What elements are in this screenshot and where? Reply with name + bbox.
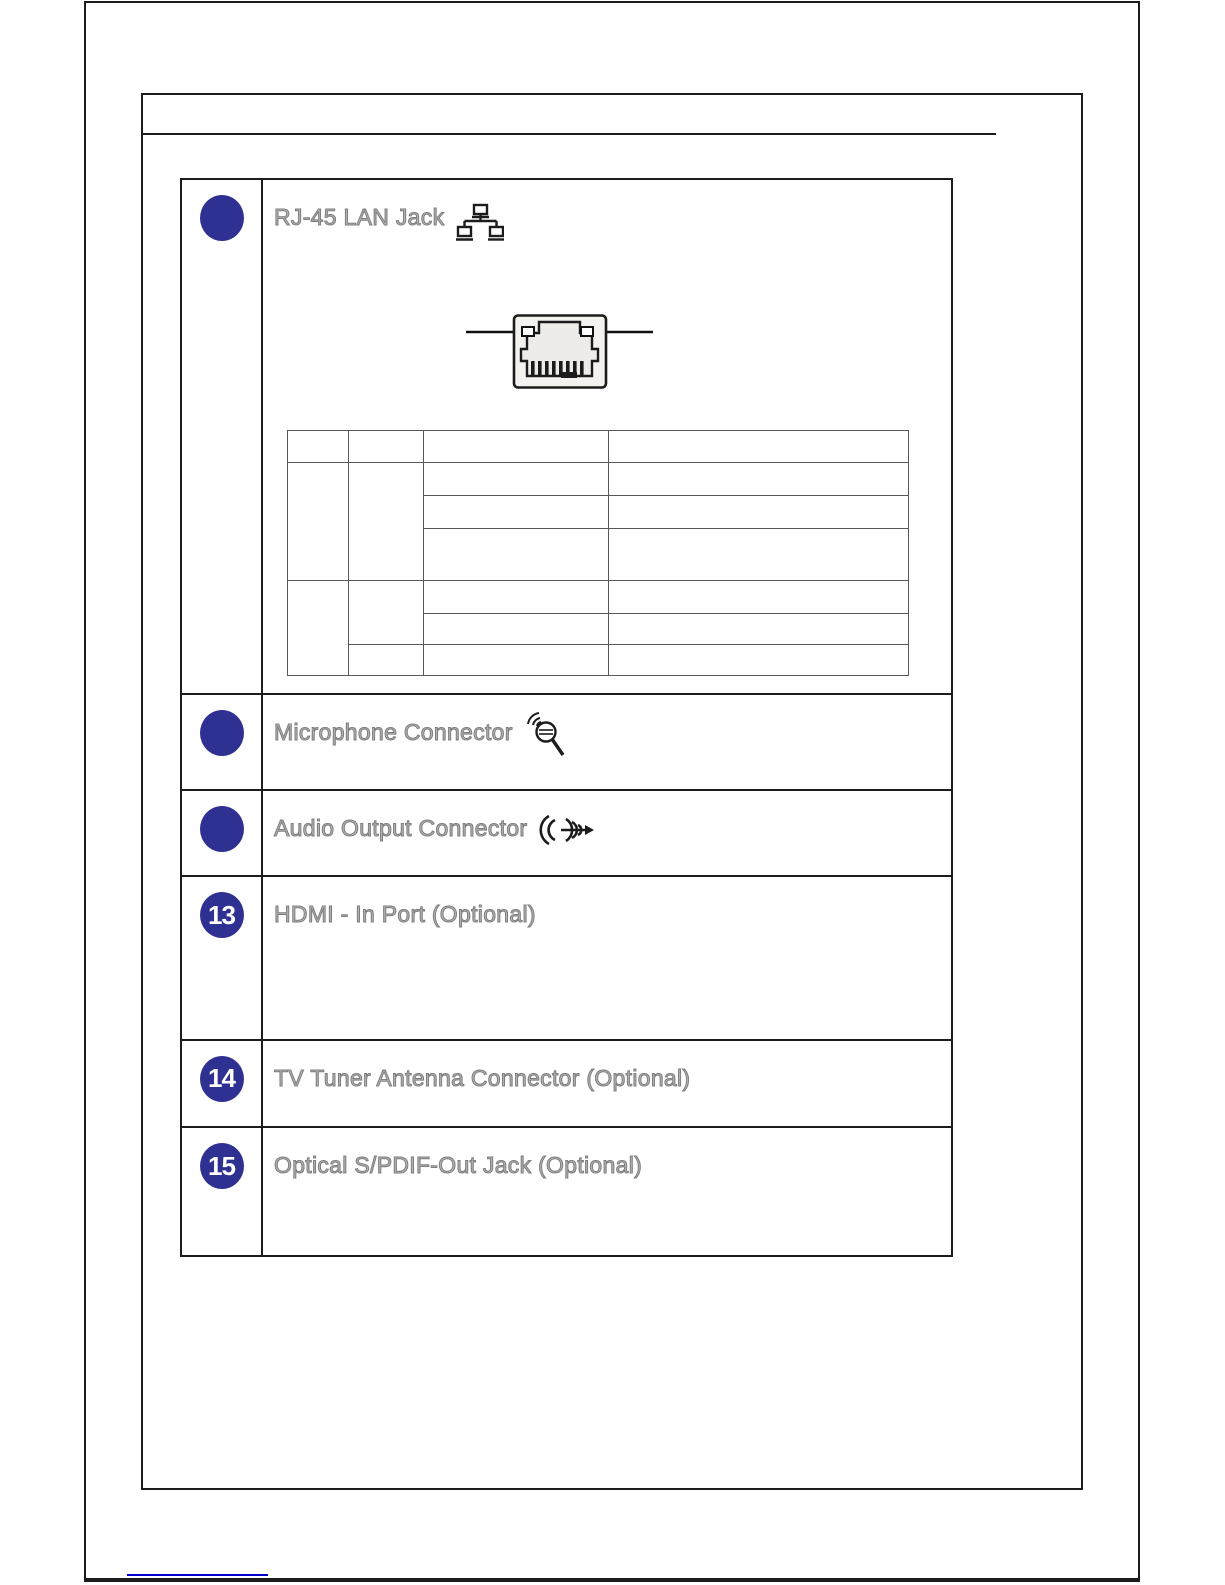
- led-table-cell: [609, 645, 909, 676]
- title-cell: [263, 791, 951, 876]
- title-cell: [263, 695, 951, 789]
- port-number-badge: [200, 710, 244, 756]
- rj45-jack-diagram: [466, 314, 653, 390]
- table-row: [182, 1039, 951, 1127]
- led-table-cell: [609, 496, 909, 529]
- port-title: RJ-45 LAN Jack: [274, 204, 445, 230]
- port-number-badge: [200, 806, 244, 852]
- table-row: [182, 693, 951, 789]
- led-table-cell: [424, 581, 609, 614]
- led-table-row: [288, 581, 909, 614]
- port-number-badge: [200, 195, 244, 241]
- led-table-cell: [288, 463, 349, 581]
- left-led: [522, 327, 534, 336]
- badge-cell: [182, 1128, 263, 1255]
- port-title: Microphone Connector: [274, 719, 513, 746]
- led-table-cell: [349, 463, 424, 581]
- led-table-cell: [609, 614, 909, 645]
- badge-cell: [182, 1041, 263, 1127]
- badge-cell: [182, 877, 263, 1038]
- port-number-badge: 13: [200, 892, 244, 938]
- led-table-cell: [609, 463, 909, 496]
- port-number-badge: 14: [200, 1056, 244, 1102]
- table-row: [182, 180, 951, 693]
- title-cell: [263, 1128, 951, 1255]
- led-table-cell: [424, 496, 609, 529]
- audio-output-icon: [539, 812, 595, 853]
- port-title: TV Tuner Antenna Connector (Optional): [274, 1064, 691, 1091]
- led-table-cell: [288, 431, 349, 463]
- led-table-row: [288, 463, 909, 496]
- led-status-table: [287, 430, 909, 676]
- port-title: Optical S/PDIF-Out Jack (Optional): [274, 1152, 643, 1179]
- port-number-badge: 15: [200, 1143, 244, 1189]
- led-table-cell: [424, 614, 609, 645]
- port-title: Audio Output Connector: [274, 814, 528, 841]
- led-table-cell: [349, 581, 424, 645]
- led-table-cell: [609, 529, 909, 581]
- badge-cell: [182, 695, 263, 789]
- table-row: [182, 1126, 951, 1255]
- led-table-cell: [424, 645, 609, 676]
- footer-link-underline[interactable]: [127, 1574, 268, 1576]
- led-table-cell: [424, 529, 609, 581]
- led-table-header-row: [288, 431, 909, 463]
- table-row: [182, 789, 951, 876]
- table-row: [182, 875, 951, 1038]
- led-table-cell: [609, 581, 909, 614]
- right-led: [581, 327, 593, 336]
- port-title: HDMI - In Port (Optional): [274, 901, 536, 928]
- led-table-cell: [609, 431, 909, 463]
- lan-network-icon: [456, 203, 504, 250]
- badge-cell: [182, 180, 263, 693]
- led-table-cell: [288, 581, 349, 676]
- header-rule: [141, 133, 996, 135]
- led-table-row: [288, 645, 909, 676]
- ports-table: [180, 178, 953, 1257]
- led-table-cell: [424, 463, 609, 496]
- led-table-cell: [349, 645, 424, 676]
- badge-cell: [182, 791, 263, 876]
- title-cell: [263, 877, 951, 1038]
- title-cell: [263, 1041, 951, 1127]
- led-table-cell: [424, 431, 609, 463]
- microphone-icon: [525, 710, 567, 763]
- led-table-cell: [349, 431, 424, 463]
